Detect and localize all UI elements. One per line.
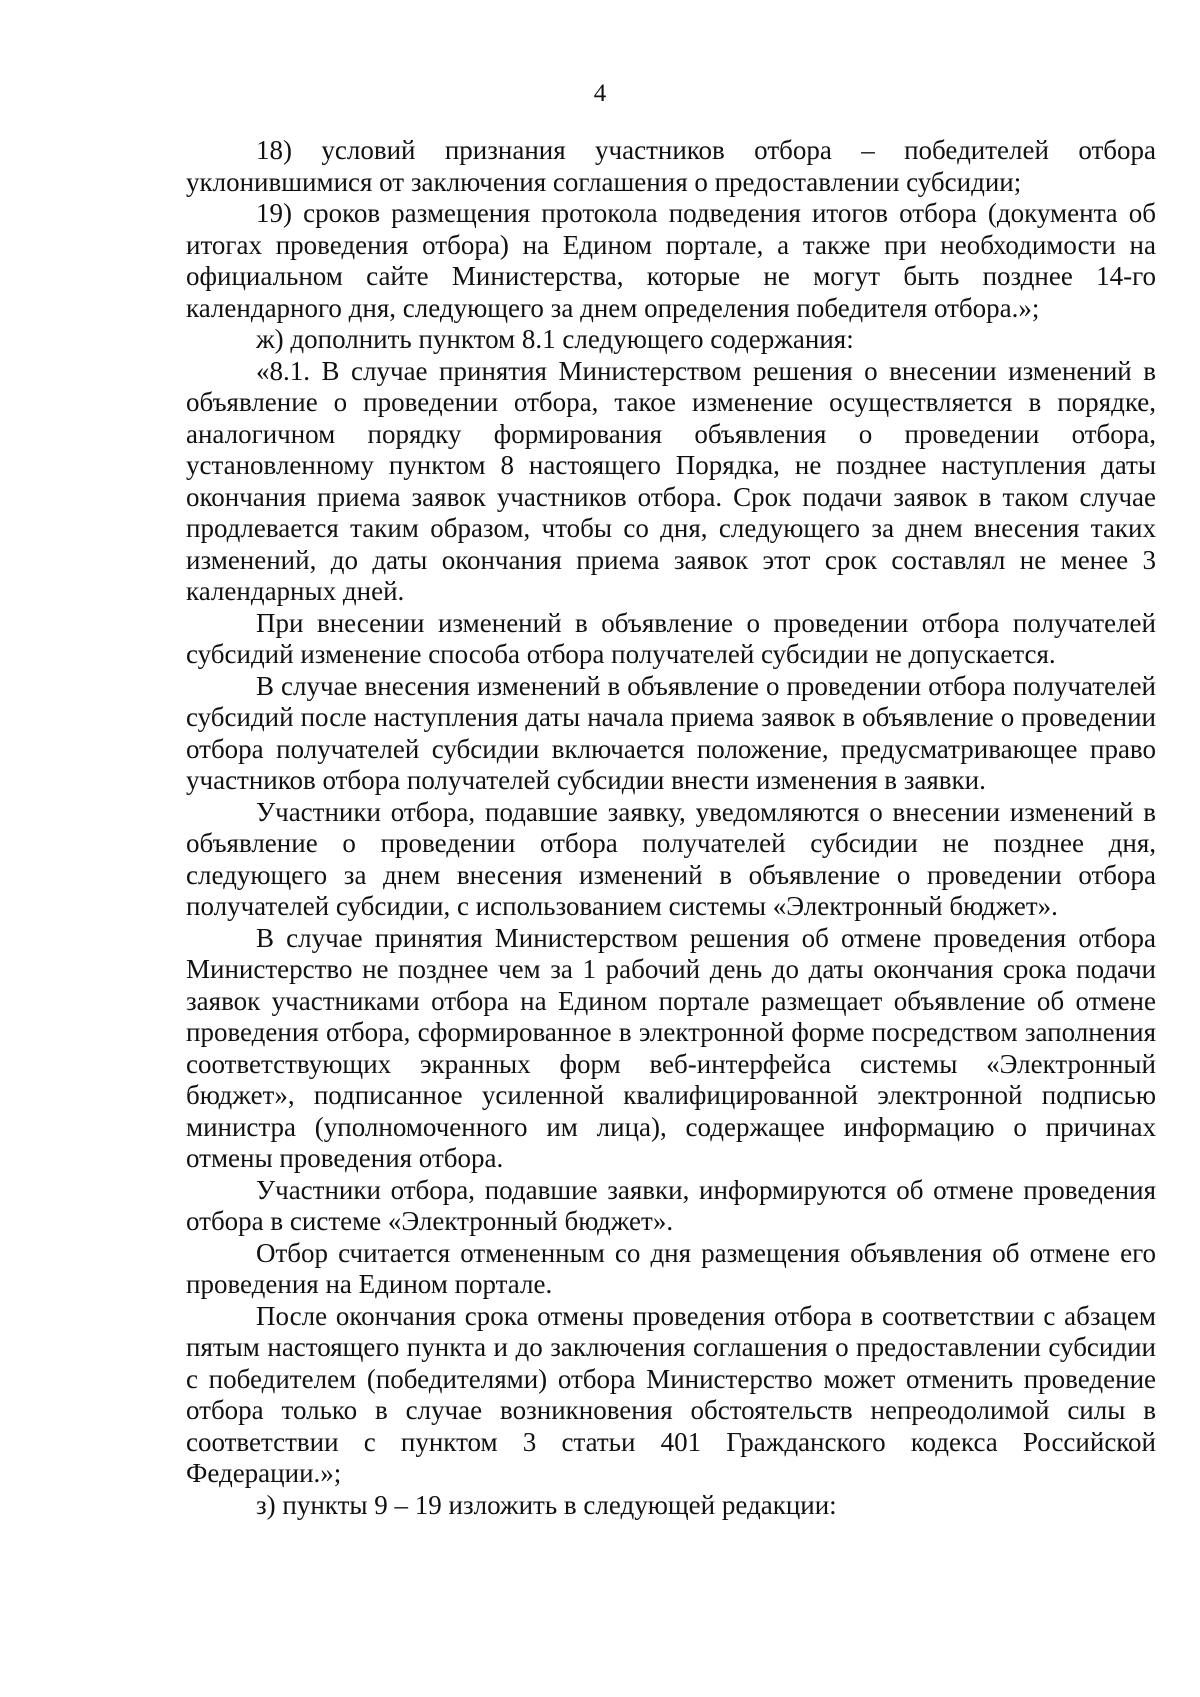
- paragraph-cancellation: В случае принятия Министерством решения об отмене проведения отбора Министерство не позднее чем за 1 рабочий день до даты окончания срока подачи заявок участниками отбора на Едином портале размещает объявление об отмене проведения отбора, сформированное в электронной форме посредством заполнения соответствующих экранных форм веб-интерфейса системы «Электронный бюджет», подписанное усиленной квалифицированной электронной подписью министра (уполномоченного им лица), содержащее информацию о причинах отмены проведения отбора.: [186, 922, 1156, 1173]
- paragraph-notification: Участники отбора, подавшие заявку, уведомляются о внесении изменений в объявление о проведении отбора получателей субсидии не позднее дня, следующего за днем внесения изменений в объявление о проведении отбора получателей субсидии, с использованием системы «Электронный бюджет».: [186, 796, 1156, 921]
- paragraph-force-majeure: После окончания срока отмены проведения отбора в соответствии с абзацем пятым настоящего пункта и до заключения соглашения о предоставлении субсидии с победителем (победителями) отбора Министерство может отменить проведение отбора только в случае возникновения обстоятельств непреодолимой силы в соответствии с пунктом 3 статьи 401 Гражданского кодекса Российской Федерации.»;: [186, 1300, 1156, 1488]
- paragraph-clause-8-1: «8.1. В случае принятия Министерством решения о внесении изменений в объявление о проведении отбора, такое изменение осуществляется в порядке, аналогичном порядку формирования объявления о проведении отбора, установленному пунктом 8 настоящего Порядка, не позднее наступления даты окончания приема заявок участников отбора. Срок подачи заявок в таком случае продлевается таким образом, чтобы со дня, следующего за днем внесения таких изменений, до даты окончания приема заявок этот срок составлял не менее 3 календарных дней.: [186, 355, 1156, 606]
- paragraph-participants-informed: Участники отбора, подавшие заявки, информируются об отмене проведения отбора в системе «Электронный бюджет».: [186, 1174, 1156, 1236]
- paragraph-amendment-zh: ж) дополнить пунктом 8.1 следующего содержания:: [256, 324, 854, 354]
- page-number: 4: [593, 80, 607, 107]
- paragraph-item-18: 18) условий признания участников отбора – победителей отбора уклонившимися от заключения соглашения о предоставлении субсидии;: [186, 135, 1156, 197]
- paragraph-after-start: В случае внесения изменений в объявление о проведении отбора получателей субсидий после наступления даты начала приема заявок в объявление о проведении отбора получателей субсидии включается положение, предусматривающее право участников отбора получателей субсидии внести изменения в заявки.: [186, 670, 1156, 795]
- paragraph-amendment-z: з) пункты 9 – 19 изложить в следующей редакции:: [256, 1489, 837, 1520]
- document-body: [186, 135, 1156, 1521]
- paragraph-method-change: При внесении изменений в объявление о проведении отбора получателей субсидий изменение способа отбора получателей субсидии не допускается.: [186, 607, 1156, 669]
- paragraph-cancelled-date: Отбор считается отмененным со дня размещения объявления об отмене его проведения на Едином портале.: [186, 1237, 1156, 1299]
- paragraph-item-19: 19) сроков размещения протокола подведения итогов отбора (документа об итогах проведения отбора) на Едином портале, а также при необходимости на официальном сайте Министерства, которые не могут быть позднее 14-го календарного дня, следующего за днем определения победителя отбора.»;: [186, 198, 1156, 323]
